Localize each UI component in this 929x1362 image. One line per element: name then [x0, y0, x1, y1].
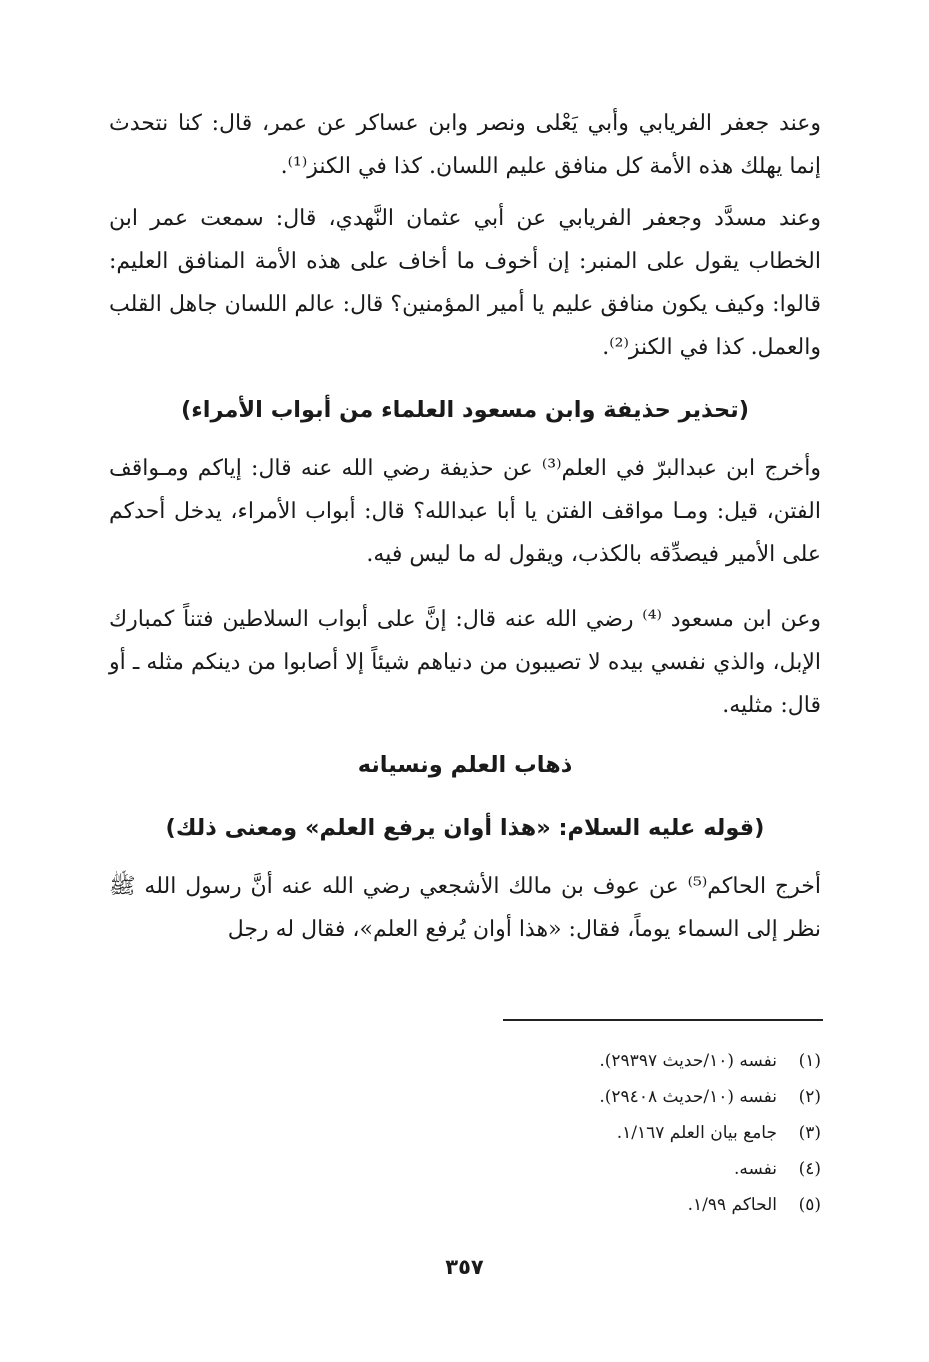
page-number: ٣٥٧	[445, 1255, 484, 1279]
footnote-number: (١)	[798, 1051, 821, 1071]
footnote-item	[401, 1187, 821, 1223]
footnote-item	[401, 1115, 821, 1151]
footnote-number: (٥)	[798, 1195, 821, 1215]
footnotes-list	[401, 1043, 821, 1223]
paragraph-minbar-speech: وعند مسدَّد وجعفر الفريابي عن أبي عثمان النَّهدي، قال: سمعت عمر ابن الخطاب يقول على المنبر: إن أخوف ما أخاف على هذه الأمة المنافق العليم: قالوا: وكيف يكون منافق عليم يا أمير المؤمنين؟ قال: عالم اللسان جاهل القلب والعمل. كذا في الكنز⁽²⁾.	[109, 206, 821, 360]
paragraph-ibn-masud-report: وعن ابن مسعود ⁽⁴⁾ رضي الله عنه قال: إنَّ على أبواب السلاطين فتناً كمبارك الإبل، والذي نفسي بيده لا تصيبون من دنياهم شيئاً إلا أصابوا من دينكم مثله ـ أو قال: مثليه.	[109, 607, 821, 718]
footnote-text: الحاكم ١/٩٩.	[687, 1195, 777, 1215]
footnote-divider	[503, 1019, 823, 1021]
footnote-text: جامع بيان العلم ١/١٦٧.	[616, 1123, 777, 1143]
footnote-item	[401, 1151, 821, 1187]
footnote-number: (٣)	[798, 1123, 821, 1143]
footnote-number: (٤)	[798, 1159, 821, 1179]
footnote-text: نفسه (١٠/حديث ٢٩٤٠٨).	[599, 1087, 777, 1107]
paragraph-hudhayfa-report: وأخرج ابن عبدالبرّ في العلم⁽³⁾ عن حذيفة رضي الله عنه قال: إياكم ومـواقف الفتن، قيل: ومـا مواقف الفتن يا أبا عبدالله؟ قال: أبواب الأمراء، يدخل أحدكم على الأمير فيصدِّقه بالكذب، ويقول له ما ليس فيه.	[109, 456, 821, 567]
section-heading-raising-knowledge: (قوله عليه السلام: «هذا أوان يرفع العلم» ومعنى ذلك)	[165, 815, 765, 841]
paragraph-hakim-report: أخرج الحاكم⁽⁵⁾ عن عوف بن مالك الأشجعي رضي الله عنه أنَّ رسول الله ﷺ نظر إلى السماء يوماً، فقال: «هذا أوان يُرفع العلم»، فقال له رجل	[109, 874, 821, 942]
paragraph-umar-quote: وعند جعفر الفريابي وأبي يَعْلى ونصر وابن عساكر عن عمر، قال: كنا نتحدث إنما يهلك هذه الأمة كل منافق عليم اللسان. كذا في الكنز⁽¹⁾.	[109, 111, 821, 179]
footnote-number: (٢)	[798, 1087, 821, 1107]
footnote-text: نفسه (١٠/حديث ٢٩٣٩٧).	[599, 1051, 777, 1071]
footnote-text: نفسه.	[733, 1159, 777, 1179]
section-heading-hudhayfa: (تحذير حذيفة وابن مسعود العلماء من أبواب الأمراء)	[180, 397, 750, 423]
footnote-item	[401, 1043, 821, 1079]
footnote-item	[401, 1079, 821, 1115]
chapter-heading: ذهاب العلم ونسيانه	[357, 752, 573, 778]
